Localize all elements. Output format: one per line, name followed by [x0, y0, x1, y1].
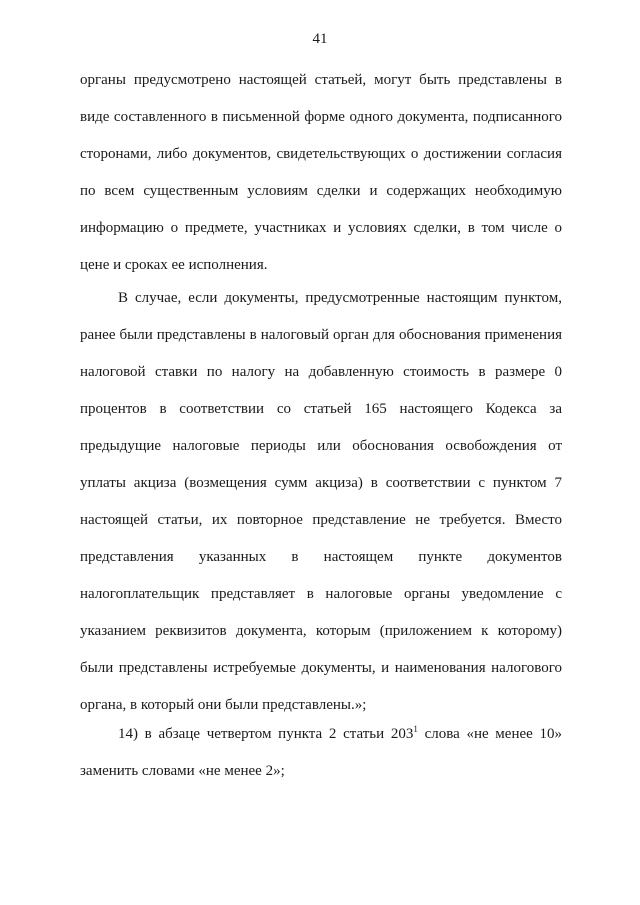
- superscript: 1: [413, 724, 418, 734]
- page-number: 41: [312, 31, 328, 47]
- text-line: налогоплательщик представляет в налоговые органы уведомление с: [80, 586, 562, 602]
- text-line: виде составленного в письменной форме одного документа, подписанного: [80, 109, 562, 125]
- text-run: 14) в абзаце четвертом пункта 2 статьи 203: [118, 726, 414, 742]
- text-line-with-superscript: [80, 716, 562, 753]
- text-line: уплаты акциза (возмещения сумм акциза) в соответствии с пунктом 7: [80, 475, 562, 491]
- text-line: ранее были представлены в налоговый орган для обоснования применения: [80, 327, 562, 343]
- text-line: были представлены истребуемые документы, и наименования налогового: [80, 660, 562, 676]
- text-line: заменить словами «не менее 2»;: [80, 763, 285, 779]
- text-line: предыдущие налоговые периоды или обоснования освобождения от: [80, 438, 562, 454]
- text-line: процентов в соответствии со статьей 165 настоящего Кодекса за: [80, 401, 562, 417]
- text-line: сторонами, либо документов, свидетельствующих о достижении согласия: [80, 146, 562, 162]
- text-line: настоящей статьи, их повторное представление не требуется. Вместо: [80, 512, 562, 528]
- text-line: указанием реквизитов документа, которым (приложением к которому): [80, 623, 562, 639]
- paragraph-1: [80, 62, 562, 284]
- text-line: налоговой ставки по налогу на добавленную стоимость в размере 0: [80, 364, 562, 380]
- text-line: информацию о предмете, участниках и условиях сделки, в том числе о: [80, 220, 562, 236]
- text-line: органа, в который они были представлены.»;: [80, 697, 367, 713]
- text-line: органы предусмотрено настоящей статьей, могут быть представлены в: [80, 72, 562, 88]
- text-line: В случае, если документы, предусмотренные настоящим пунктом,: [118, 290, 562, 306]
- text-run: слова «не менее 10»: [417, 726, 562, 742]
- paragraph-3: [80, 716, 562, 790]
- paragraph-2: [80, 280, 562, 724]
- text-line: представления указанных в настоящем пункте документов: [80, 549, 562, 565]
- text-line: цене и сроках ее исполнения.: [80, 257, 268, 273]
- text-line: по всем существенным условиям сделки и содержащих необходимую: [80, 183, 562, 199]
